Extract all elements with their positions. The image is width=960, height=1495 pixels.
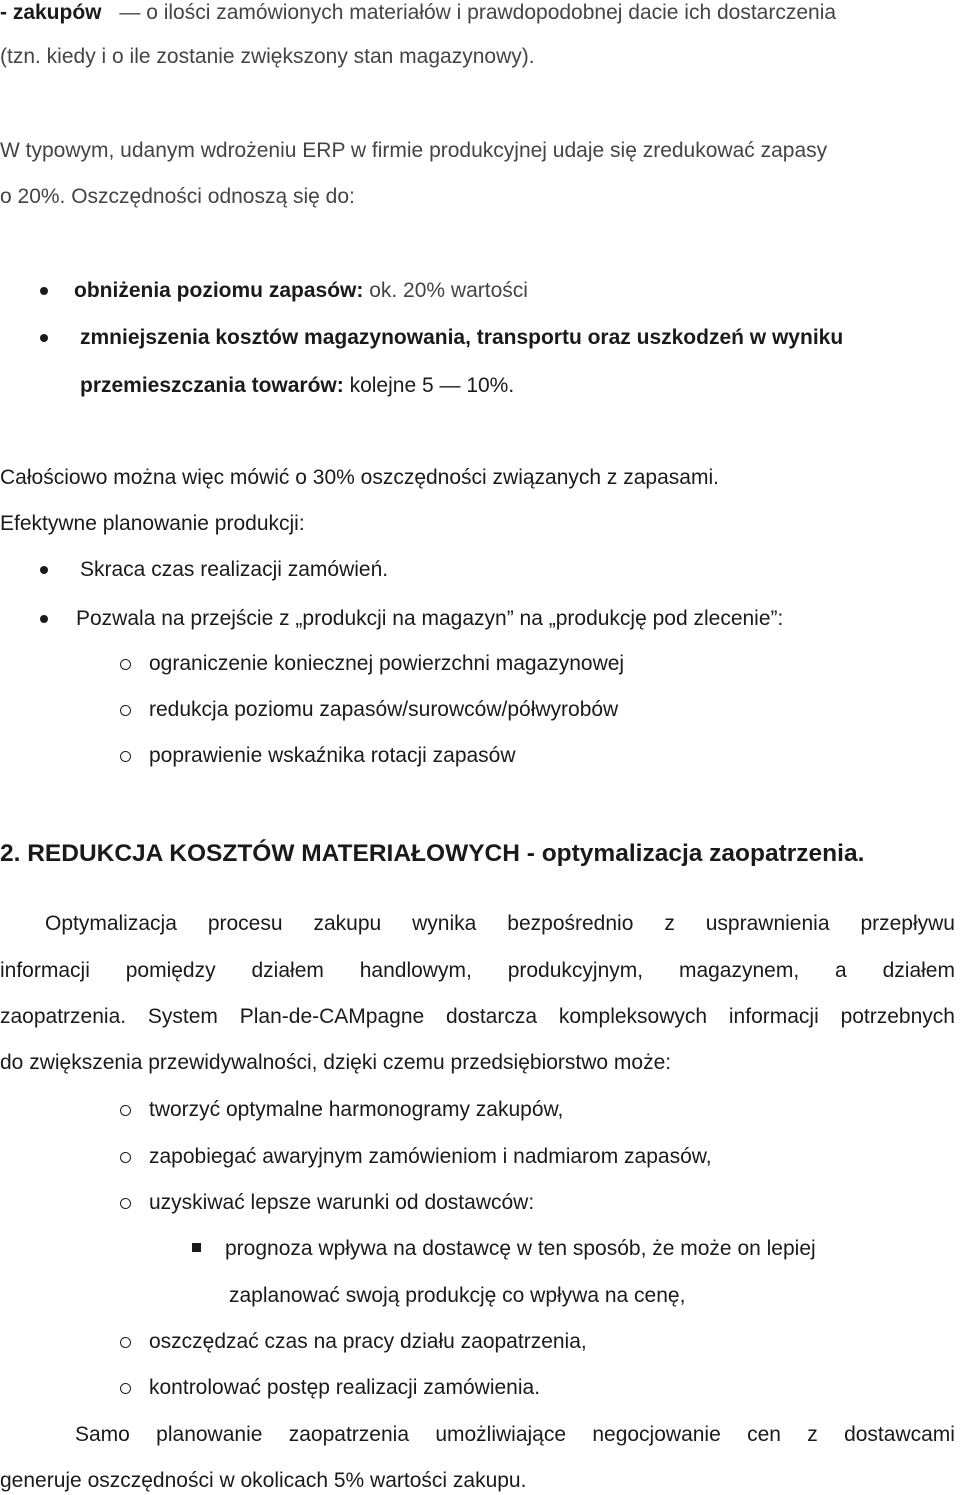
word: umożliwiające: [435, 1423, 567, 1446]
word: a: [835, 959, 847, 982]
square-bullet-icon: [192, 1243, 201, 1252]
purchase-item-1: tworzyć optymalne harmonogramy zakupów,: [149, 1098, 564, 1121]
section-2-para-line-3: [0, 1006, 955, 1027]
circle-bullet-icon: [120, 1337, 131, 1348]
purchase-item-4: oszczędzać czas na pracy działu zaopatrzenia,: [149, 1330, 587, 1353]
supplier-subitem-line-1: prognoza wpływa na dostawcę w ten sposób, że może on lepiej: [225, 1237, 816, 1260]
circle-bullet-icon: [120, 659, 131, 670]
word: magazynem,: [678, 959, 800, 982]
intro-line-1: [0, 2, 836, 23]
circle-bullet-icon: [120, 1383, 131, 1394]
final-para-line-1: [0, 1424, 955, 1445]
word: potrzebnych: [840, 1005, 955, 1028]
planning-item-2: Pozwala na przejście z „produkcji na magazyn” na „produkcję pod zlecenie”:: [76, 607, 784, 630]
word: usprawnienia: [705, 912, 830, 935]
final-para-line-2: generuje oszczędności w okolicach 5% wartości zakupu.: [0, 1469, 527, 1492]
planning-subitem-2: redukcja poziomu zapasów/surowców/półwyrobów: [149, 698, 619, 721]
erp-line-1: W typowym, udanym wdrożeniu ERP w firmie produkcyjnej udaje się zredukować zapasy: [0, 139, 828, 162]
word: zaopatrzenia: [288, 1423, 409, 1446]
circle-bullet-icon: [120, 751, 131, 762]
savings-item-1: [74, 280, 528, 301]
savings-item-2-line-2: [80, 375, 514, 396]
savings-item-1-rest: ok. 20% wartości: [363, 279, 528, 302]
bullet-icon: [40, 566, 48, 574]
word: Plan-de-CAMpagne: [239, 1005, 425, 1028]
summary-text: Całościowo można więc mówić o 30% oszczędności związanych z zapasami.: [0, 466, 719, 489]
bullet-icon: [40, 615, 48, 623]
word: działem: [882, 959, 955, 982]
section-2-para-line-4: do zwiększenia przewidywalności, dzięki czemu przedsiębiorstwo może:: [0, 1051, 672, 1074]
word: dostawcami: [844, 1423, 955, 1446]
erp-line-2: o 20%. Oszczędności odnoszą się do:: [0, 185, 355, 208]
purchase-item-5: kontrolować postęp realizacji zamówienia.: [149, 1376, 541, 1399]
word: System: [147, 1005, 218, 1028]
bullet-icon: [40, 287, 48, 295]
purchase-item-2: zapobiegać awaryjnym zamówieniom i nadmiarom zapasów,: [149, 1145, 712, 1168]
word: informacji: [0, 959, 90, 982]
word: negocjowanie: [592, 1423, 721, 1446]
word: z: [807, 1423, 818, 1446]
word: zakupu: [313, 912, 382, 935]
savings-item-2-line-1: zmniejszenia kosztów magazynowania, transportu oraz uszkodzeń w wyniku: [80, 326, 844, 349]
word: pomiędzy: [125, 959, 216, 982]
circle-bullet-icon: [120, 1152, 131, 1163]
section-2-para-line-2: [0, 960, 955, 981]
section-2-heading: 2. REDUKCJA KOSZTÓW MATERIAŁOWYCH - optymalizacja zaopatrzenia.: [0, 840, 865, 867]
savings-item-2-rest: kolejne 5 — 10%.: [343, 374, 515, 397]
intro-rest: — o ilości zamówionych materiałów i prawdopodobnej dacie ich dostarczenia: [119, 1, 837, 24]
planning-heading: Efektywne planowanie produkcji:: [0, 512, 305, 535]
circle-bullet-icon: [120, 1105, 131, 1116]
word: kompleksowych: [558, 1005, 708, 1028]
word: z: [664, 912, 675, 935]
savings-item-1-bold: obniżenia poziomu zapasów:: [74, 279, 364, 302]
word: cen: [747, 1423, 781, 1446]
word: przepływu: [860, 912, 955, 935]
word: procesu: [207, 912, 283, 935]
word: informacji: [728, 1005, 819, 1028]
bullet-icon: [40, 334, 48, 342]
planning-subitem-3: poprawienie wskaźnika rotacji zapasów: [149, 744, 516, 767]
savings-item-2-bold: przemieszczania towarów:: [80, 374, 344, 397]
circle-bullet-icon: [120, 705, 131, 716]
word: działem: [251, 959, 324, 982]
word: wynika: [412, 912, 477, 935]
intro-bold: - zakupów: [0, 1, 102, 24]
word: Optymalizacja: [45, 912, 177, 935]
word: bezpośrednio: [507, 912, 634, 935]
circle-bullet-icon: [120, 1198, 131, 1209]
planning-subitem-1: ograniczenie koniecznej powierzchni magazynowej: [149, 652, 625, 675]
word: zaopatrzenia.: [0, 1005, 127, 1028]
word: Samo: [75, 1423, 130, 1446]
planning-item-1: Skraca czas realizacji zamówień.: [80, 558, 389, 581]
section-2-para-line-1: [0, 913, 955, 934]
purchase-item-3: uzyskiwać lepsze warunki od dostawców:: [149, 1191, 535, 1214]
word: produkcyjnym,: [507, 959, 644, 982]
word: dostarcza: [445, 1005, 538, 1028]
word: planowanie: [156, 1423, 263, 1446]
intro-line-2: (tzn. kiedy i o ile zostanie zwiększony stan magazynowy).: [0, 45, 535, 68]
supplier-subitem-line-2: zaplanować swoją produkcję co wpływa na cenę,: [229, 1284, 686, 1307]
word: handlowym,: [359, 959, 472, 982]
